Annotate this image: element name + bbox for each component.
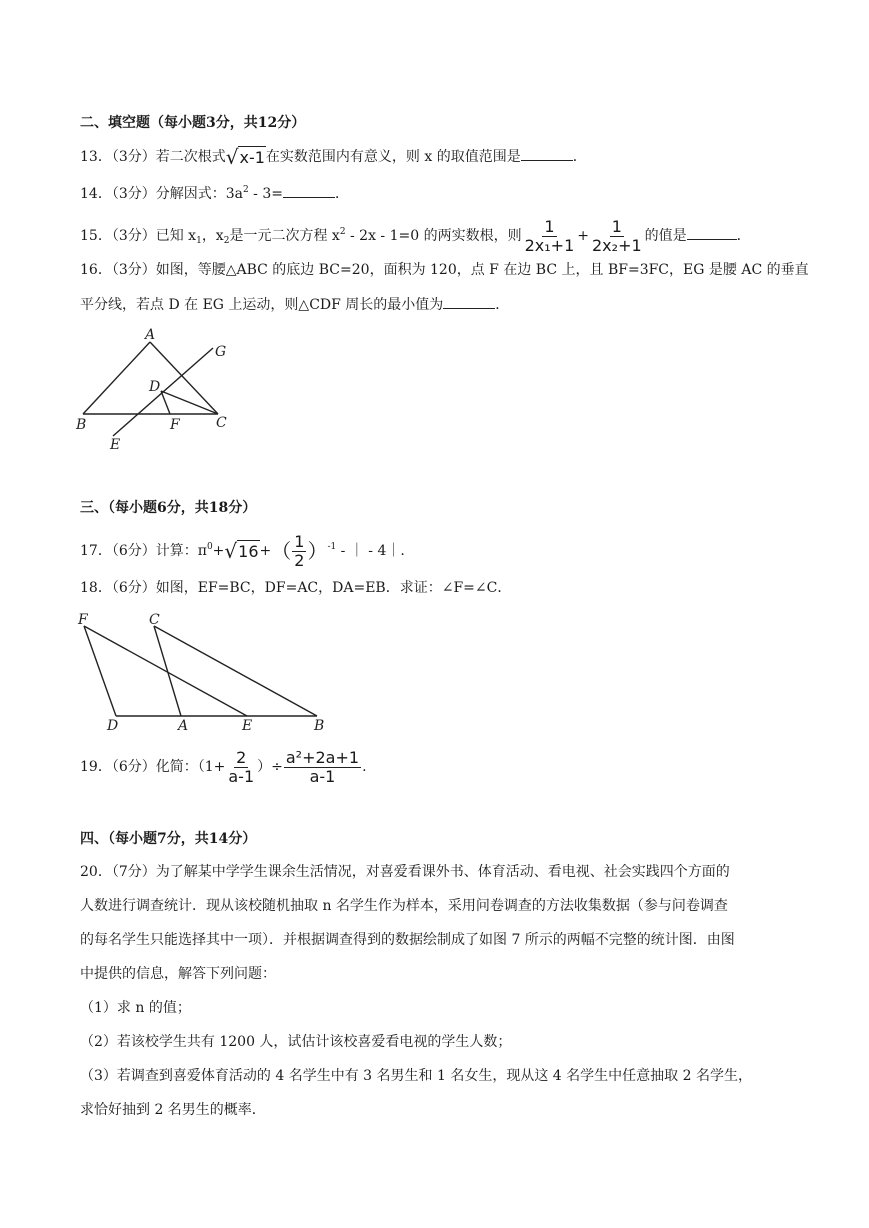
segment-fe (84, 626, 247, 716)
question-20-line4: 中提供的信息，解答下列问题： (80, 966, 276, 982)
segment-dc (161, 391, 218, 414)
q14-exponent: 2 (242, 185, 249, 195)
label-g: G (215, 344, 227, 360)
label-a: A (145, 327, 156, 343)
segment-ca (154, 626, 181, 716)
q13-answer-blank[interactable] (521, 146, 573, 161)
radical-sign-icon: √ (225, 145, 239, 169)
q16-triangle-figure (70, 325, 240, 455)
q17-pi: π (197, 543, 207, 559)
q19-prefix: 19．（6分）化简：（1+ (80, 759, 226, 775)
q17-sqrt (224, 540, 259, 562)
q15-answer-blank[interactable] (687, 225, 737, 240)
q16-line2-text: 平分线，若点 D 在 EG 上运动，则△CDF 周长的最小值为 (80, 297, 444, 313)
q17-frac-denominator: 2 (294, 550, 305, 570)
q19-mid: ）÷ (257, 759, 283, 775)
q13-radicand: x-1 (239, 148, 265, 167)
label-b: B (76, 417, 87, 433)
label-d: D (149, 379, 161, 395)
q19-fraction-2 (284, 749, 361, 786)
question-15 (80, 212, 751, 261)
q15-p5: 的值是 (644, 228, 687, 244)
q15-p3: 是一元二次方程 x (229, 228, 340, 244)
q17-tail: - ｜ - 4｜. (336, 543, 405, 559)
question-20-line1: 20．（7分）为了解某中学学生课余生活情况，对喜爱看课外书、体育活动、看电视、社会实践四个方面的 (80, 864, 730, 880)
question-20-part3: （3）若调查到喜爱体育活动的 4 名学生中有 3 名男生和 1 名女生，现从这 4 名学生中任意抽取 2 名学生， (80, 1068, 752, 1084)
section3-header: 三、（每小题6分，共18分） (80, 500, 257, 516)
q17-prefix: 17．（6分）计算： (80, 543, 198, 559)
question-20-part3-cont: 求恰好抽到 2 名男生的概率． (80, 1102, 266, 1118)
section2-header: 二、填空题（每小题3分，共12分） (80, 115, 306, 131)
q19-frac2-denominator: a-1 (309, 766, 336, 786)
q15-p2: ，x (201, 228, 224, 244)
q15-sub1: 1 (196, 236, 202, 246)
q15-sub2: 2 (223, 236, 230, 246)
q17-fraction (292, 533, 306, 570)
label-e: E (110, 437, 121, 453)
q15-frac1-denominator: 2x₁+1 (524, 235, 575, 255)
label-f: F (170, 417, 180, 433)
q15-fraction-2 (590, 218, 644, 255)
q15-plus: + (577, 228, 589, 244)
q17-plus2: + (259, 543, 272, 559)
label-d: D (107, 718, 119, 732)
q17-radicand: 16 (238, 542, 259, 561)
q19-frac2-numerator: a²+2a+1 (285, 747, 360, 767)
label-e: E (242, 718, 253, 732)
q17-plus1: + (212, 543, 225, 559)
q19-frac1-numerator: 2 (236, 747, 247, 767)
label-c: C (216, 415, 227, 431)
q13-prefix: 13．（3分）若二次根式 (80, 149, 226, 165)
question-20-part1: （1）求 n 的值； (80, 1000, 191, 1016)
q19-end: . (362, 759, 367, 775)
q15-end: ． (736, 228, 751, 244)
q14-mid: - 3= (248, 186, 283, 202)
q15-frac1-numerator: 1 (544, 216, 555, 236)
q17-exp: -1 (327, 542, 337, 552)
q16-end: ． (495, 297, 510, 313)
q14-prefix: 14．（3分）分解因式：3a (80, 186, 243, 202)
segment-ab (83, 342, 150, 414)
segment-fd (84, 626, 116, 716)
q19-fraction-1 (226, 749, 256, 786)
q18-triangles-figure (70, 608, 340, 732)
q15-frac2-denominator: 2x₂+1 (592, 235, 642, 255)
question-16-line1: 16．（3分）如图，等腰△ABC 的底边 BC=20，面积为 120，点 F 在边 BC 上，且 BF=3FC，EG 是腰 AC 的垂直 (80, 262, 809, 278)
q16-answer-blank[interactable] (443, 294, 495, 309)
q13-sqrt (226, 146, 266, 168)
q17-pi-exp: 0 (206, 542, 213, 552)
label-c: C (149, 612, 160, 628)
question-20-part2: （2）若该校学生共有 1200 人，试估计该校喜爱看电视的学生人数； (80, 1034, 512, 1050)
q17-frac-numerator: 1 (294, 531, 305, 551)
q13-end: ． (572, 149, 587, 165)
question-19 (80, 745, 367, 789)
question-20-line2: 人数进行调查统计．现从该校随机抽取 n 名学生作为样本，采用问卷调查的方法收集数据（参与问卷调查 (80, 898, 728, 914)
segment-cb (154, 626, 317, 716)
q13-suffix: 在实数范围内有意义，则 x 的取值范围是 (265, 149, 521, 165)
label-b: B (314, 718, 325, 732)
q14-end: ． (335, 186, 349, 202)
radical-sign-icon: √ (224, 539, 238, 563)
q15-p1: 15．（3分）已知 x (80, 228, 197, 244)
q15-p4: - 2x - 1=0 的两实数根，则 (345, 228, 522, 244)
question-20-line3: 的每名学生只能选择其中一项）．并根据调查得到的数据绘制成了如图 7 所示的两幅不完整的统计图．由图 (80, 932, 735, 948)
question-14 (80, 180, 349, 204)
q17-lparen: （ (271, 539, 292, 563)
question-18: 18．（6分）如图，EF=BC，DF=AC，DA=EB．求证：∠F=∠C． (80, 580, 512, 596)
q19-frac1-denominator: a-1 (228, 766, 255, 786)
q15-fraction-1 (523, 218, 577, 255)
label-a: A (178, 718, 189, 732)
label-f: F (78, 612, 88, 628)
question-13 (80, 146, 587, 168)
q15-exp: 2 (339, 227, 346, 237)
q15-frac2-numerator: 1 (611, 216, 622, 236)
q14-answer-blank[interactable] (283, 183, 335, 198)
section4-header: 四、（每小题7分，共14分） (80, 831, 257, 847)
question-16-line2 (80, 294, 509, 315)
q17-rparen: ） (307, 539, 328, 563)
question-17 (80, 527, 405, 571)
